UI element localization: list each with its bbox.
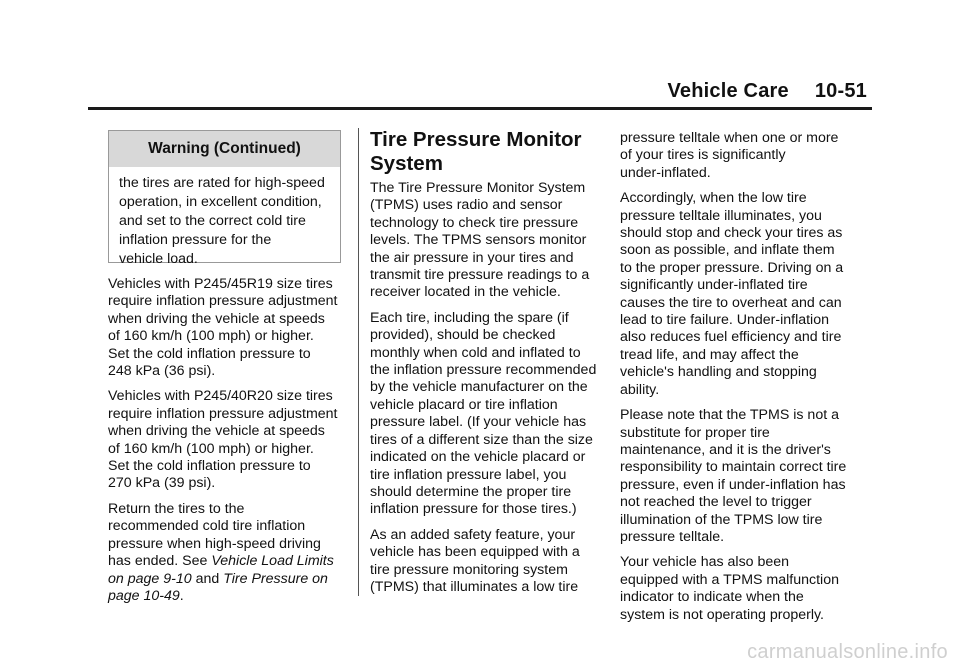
cross-reference-link[interactable]: page 10-49: [108, 587, 180, 604]
text-line: soon as possible, and inflate them: [620, 242, 835, 259]
text-line: require inflation pressure adjustment: [108, 405, 338, 422]
text-line: responsibility to maintain correct tire: [620, 459, 847, 476]
text-line: equipped with a TPMS malfunction: [620, 571, 839, 588]
text-line: Vehicles with P245/40R20 size tires: [108, 388, 333, 405]
text-line: tread life, and may affect the: [620, 346, 799, 363]
text-line: tires of a different size than the size: [370, 431, 593, 448]
paragraph: [108, 388, 352, 492]
text-line: vehicle's handling and stopping: [620, 364, 817, 381]
text-line: Return the tires to the: [108, 500, 245, 517]
watermark: carmanualsonline.info: [747, 641, 948, 663]
cross-reference-link[interactable]: Vehicle Load Limits: [211, 553, 334, 570]
text-line: recommended cold tire inflation: [108, 518, 306, 535]
warning-line: operation, in excellent condition,: [119, 194, 322, 210]
text-fragment: and: [191, 570, 224, 587]
text-line: Set the cold inflation pressure to: [108, 458, 311, 475]
cross-reference-link[interactable]: Tire Pressure on: [223, 570, 328, 587]
text-line: pressure label. (If your vehicle has: [370, 414, 587, 431]
text-line: maintenance, and it is the driver's: [620, 441, 831, 458]
text-line: lead to tire failure. Under-inflation: [620, 312, 829, 329]
text-line: significantly under-inflated tire: [620, 277, 808, 294]
text-line: Set the cold inflation pressure to: [108, 345, 311, 362]
text-line: vehicle has been equipped with a: [370, 544, 580, 561]
warning-body: [109, 167, 340, 269]
text-line: of your tires is significantly: [620, 147, 786, 164]
text-line: tire pressure monitoring system: [370, 561, 568, 578]
text-line: (TPMS) uses radio and sensor: [370, 197, 563, 214]
text-line: should determine the proper tire: [370, 483, 572, 500]
text-line: provided), should be checked: [370, 327, 556, 344]
paragraph: [620, 130, 870, 182]
paragraph: [620, 190, 870, 399]
warning-line: the tires are rated for high-speed: [119, 175, 325, 191]
heading-line: Tire Pressure Monitor: [370, 128, 582, 151]
text-line: not reached the level to trigger: [620, 494, 812, 511]
text-line: system is not operating properly.: [620, 606, 824, 623]
section-heading: [370, 128, 610, 176]
text-line: indicated on the vehicle placard or: [370, 449, 586, 466]
text-line: transmit tire pressure readings to a: [370, 267, 590, 284]
paragraph: [620, 407, 870, 546]
warning-line: vehicle load.: [119, 251, 198, 267]
text-line: indicator to indicate when the: [620, 589, 804, 606]
text-line: illumination of the TPMS low tire: [620, 511, 823, 528]
text-line: substitute for proper tire: [620, 424, 770, 441]
text-line: causes the tire to overheat and can: [620, 294, 842, 311]
warning-line: inflation pressure for the: [119, 232, 272, 248]
warning-box: [108, 130, 341, 267]
text-line: levels. The TPMS sensors monitor: [370, 232, 587, 249]
paragraph: [370, 310, 610, 519]
text-line: when driving the vehicle at speeds: [108, 310, 325, 327]
text-line: (TPMS) that illuminates a low tire: [370, 578, 579, 595]
column-2: [370, 180, 610, 604]
text-line: pressure telltale.: [620, 528, 725, 545]
text-line: of 160 km/h (100 mph) or higher.: [108, 328, 314, 345]
text-line: require inflation pressure adjustment: [108, 293, 338, 310]
text-line: receiver located in the vehicle.: [370, 284, 561, 301]
column-divider: [358, 128, 359, 596]
paragraph: [370, 527, 610, 597]
text-line: also reduces fuel efficiency and tire: [620, 329, 842, 346]
column-3: [620, 130, 870, 632]
text-line: to the proper pressure. Driving on a: [620, 259, 844, 276]
text-line: the inflation pressure recommended: [370, 362, 597, 379]
header-rule: [88, 107, 872, 110]
text-line: pressure telltale when one or more: [620, 130, 839, 146]
text-line: 270 kPa (39 psi).: [108, 475, 216, 492]
text-line: of 160 km/h (100 mph) or higher.: [108, 440, 314, 457]
text-line: tire inflation pressure label, you: [370, 466, 567, 483]
text-line: Your vehicle has also been: [620, 554, 790, 571]
page-number: 10-51: [814, 80, 867, 102]
text-line: pressure, even if under-inflation has: [620, 476, 846, 493]
paragraph: [620, 554, 870, 624]
paragraph: [370, 180, 610, 302]
text-line: monthly when cold and inflated to: [370, 344, 581, 361]
warning-title: Warning (Continued): [109, 131, 340, 167]
text-line: pressure when high-speed driving: [108, 535, 321, 552]
heading-line: System: [370, 152, 443, 175]
text-line: As an added safety feature, your: [370, 526, 576, 543]
text-line: Vehicles with P245/45R19 size tires: [108, 276, 333, 292]
text-line: technology to check tire pressure: [370, 214, 579, 231]
text-line: Please note that the TPMS is not a: [620, 407, 839, 424]
text-line: when driving the vehicle at speeds: [108, 423, 325, 440]
section-title: Vehicle Care: [667, 80, 789, 102]
cross-reference-link[interactable]: on page 9-10: [108, 570, 192, 587]
text-line: should stop and check your tires as: [620, 225, 843, 242]
text-line: vehicle placard or tire inflation: [370, 396, 558, 413]
text-line: 248 kPa (36 psi).: [108, 363, 216, 380]
text-line: under-inflated.: [620, 164, 711, 181]
text-fragment: .: [179, 587, 184, 604]
text-line: inflation pressure for those tires.): [370, 501, 577, 518]
text-line: Each tire, including the spare (if: [370, 309, 569, 326]
text-line: ability.: [620, 381, 660, 398]
column-1: [108, 276, 352, 613]
text-line: The Tire Pressure Monitor System: [370, 180, 586, 196]
paragraph: [108, 276, 352, 380]
text-line: the air pressure in your tires and: [370, 249, 574, 266]
text-line: Accordingly, when the low tire: [620, 190, 807, 207]
text-line: pressure telltale illuminates, you: [620, 207, 822, 224]
paragraph: [108, 501, 352, 605]
text-line: by the vehicle manufacturer on the: [370, 379, 588, 396]
text-line: has ended. See: [108, 553, 212, 570]
page-header: [667, 80, 867, 103]
warning-line: and set to the correct cold tire: [119, 213, 306, 229]
